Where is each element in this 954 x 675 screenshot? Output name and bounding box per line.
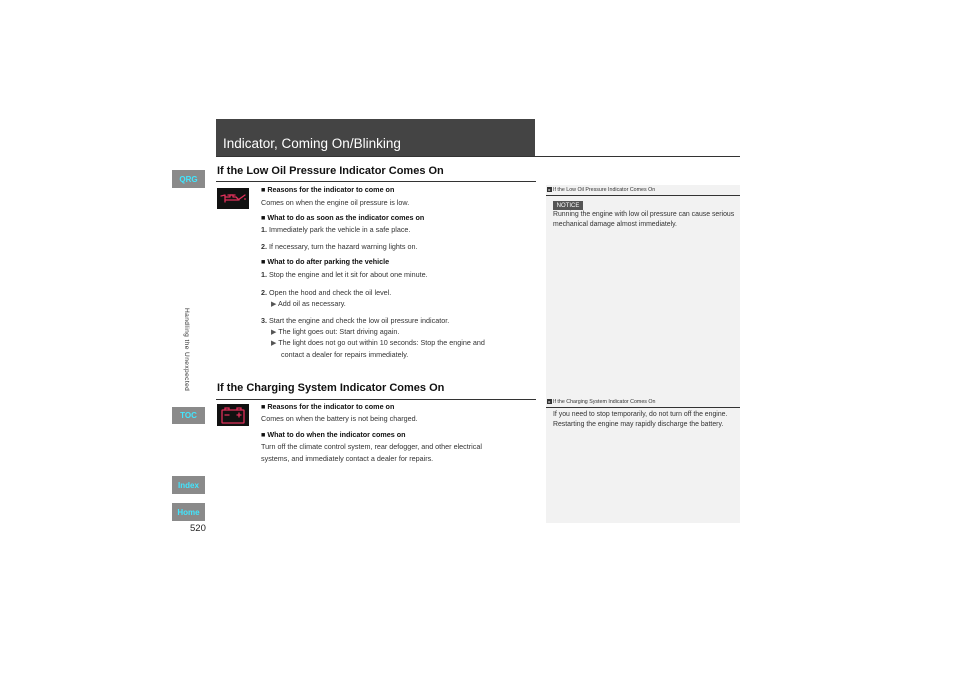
sub-bullet: ▶ Add oil as necessary. [271, 299, 346, 308]
oil-reasons-text: Comes on when the engine oil pressure is low. [261, 198, 410, 207]
oil-reasons-heading: ■ Reasons for the indicator to come on [261, 185, 395, 194]
charging-reasons-text: Comes on when the battery is not being charged. [261, 414, 418, 423]
charging-reasons-heading: ■ Reasons for the indicator to come on [261, 402, 395, 411]
page-number: 520 [190, 523, 206, 534]
oil-sidebar-heading: ▸ If the Low Oil Pressure Indicator Comes On [548, 187, 656, 193]
header-rule [216, 156, 740, 157]
oil-can-icon [217, 188, 249, 209]
battery-icon [217, 404, 249, 426]
reference-icon: ▸ [548, 187, 551, 193]
oil-after-heading: ■ What to do after parking the vehicle [261, 257, 390, 266]
arrow-right-icon: ▶ [271, 301, 277, 308]
sidebar-panel [546, 185, 740, 523]
home-button[interactable]: Home [172, 503, 205, 521]
chapter-label: Handling the Unexpected [183, 308, 190, 392]
sub-bullet-continuation: contact a dealer for repairs immediately. [281, 350, 409, 359]
oil-section-title: If the Low Oil Pressure Indicator Comes On [217, 165, 444, 177]
sub-bullet: ▶ The light goes out: Start driving again. [271, 327, 400, 336]
index-button[interactable]: Index [172, 476, 205, 494]
list-item: 1. Stop the engine and let it sit for about one minute. [261, 270, 428, 279]
notice-badge: NOTICE [553, 201, 583, 210]
qrg-button[interactable]: QRG [172, 170, 205, 188]
list-item: 2. If necessary, turn the hazard warning lights on. [261, 242, 418, 251]
oil-sidebar-rule [546, 195, 740, 196]
list-item: 1. Immediately park the vehicle in a safe place. [261, 225, 411, 234]
list-item: 2. Open the hood and check the oil level. [261, 288, 392, 297]
arrow-right-icon: ▶ [271, 340, 277, 347]
toc-button[interactable]: TOC [172, 407, 205, 424]
charging-section-rule [216, 399, 536, 400]
charging-todo-heading: ■ What to do when the indicator comes on [261, 430, 406, 439]
oil-section-rule [216, 181, 536, 182]
list-item: 3. Start the engine and check the low oil pressure indicator. [261, 316, 450, 325]
reference-icon: ▸ [548, 399, 551, 405]
charging-todo-text: Turn off the climate control system, rear defogger, and other electrical [261, 442, 482, 451]
charging-todo-text: systems, and immediately contact a dealer for repairs. [261, 454, 434, 463]
charging-sidebar-rule [546, 407, 740, 408]
charging-section-title: If the Charging System Indicator Comes On [217, 382, 445, 394]
oil-asap-heading: ■ What to do as soon as the indicator comes on [261, 213, 425, 222]
arrow-right-icon: ▶ [271, 329, 277, 336]
oil-sidebar-text: Running the engine with low oil pressure can cause serious mechanical damage almost immediately. [553, 211, 735, 229]
charging-sidebar-heading: ▸ If the Charging System Indicator Comes On [548, 399, 656, 405]
sub-bullet: ▶ The light does not go out within 10 seconds: Stop the engine and [271, 338, 485, 347]
page-title: Indicator, Coming On/Blinking [223, 136, 401, 151]
charging-sidebar-text: If you need to stop temporarily, do not turn off the engine. Restarting the engine may rapidly discharge the battery. [553, 411, 728, 429]
